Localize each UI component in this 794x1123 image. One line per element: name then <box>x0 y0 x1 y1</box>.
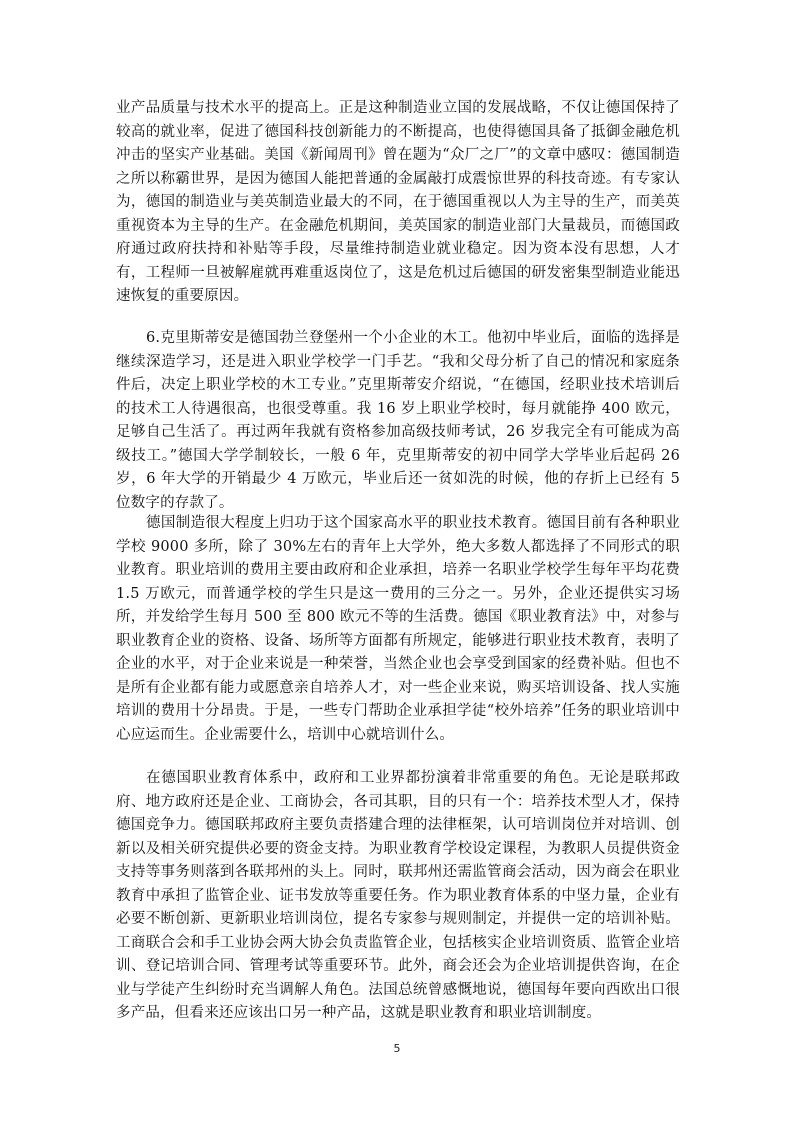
paragraph-3: 德国制造很大程度上归功于这个国家高水平的职业技术教育。德国目前有各种职业学校 9000 多所，除了 30%左右的青年上大学外，绝大多数人都选择了不同形式的职业教育。职业培训的费用主要由政府和企业承担，培养一名职业学校学生每年平均花费 1.5 万欧元，而普通学校的学生只是这一费用的三分之一。另外，企业还提供实习场所，并发给学生每月 500 至 800 欧元不等的生活费。德国《职业教育法》中，对参与职业教育企业的资格、设备、场所等方面都有所规定，能够进行职业技术教育，表明了企业的水平，对于企业来说是一种荣誉，当然企业也会享受到国家的经费补贴。但也不是所有企业都有能力或愿意亲自培养人才，对一些企业来说，购买培训设备、找人实施培训的费用十分昂贵。于是，一些专门帮助企业承担学徒“校外培养”任务的职业培训中心应运而生。企业需要什么，培训中心就培训什么。 <box>116 515 680 743</box>
page-number: 5 <box>393 1042 401 1055</box>
paragraph-4: 在德国职业教育体系中，政府和工业界都扮演着非常重要的角色。无论是联邦政府、地方政府还是企业、工商协会，各司其职，目的只有一个：培养技术型人才，保持德国竞争力。德国联邦政府主要负责搭建合理的法律框架，认可培训岗位并对培训、创新以及相关研究提供必要的资金支持。为职业教育学校设定课程，为教职人员提供资金支持等事务则落到各联邦州的头上。同时，联邦州还需监管商会活动，因为商会在职业教育中承担了监管企业、证书发放等重要任务。作为职业教育体系的中坚力量，企业有必要不断创新、更新职业培训岗位，提名专家参与规则制定，并提供一定的培训补贴。工商联合会和手工业协会两大协会负责监管企业，包括核实企业培训资质、监管企业培训、登记培训合同、管理考试等重要环节。此外，商会还会为企业培训提供咨询，在企业与学徒产生纠纷时充当调解人角色。法国总统曾感慨地说，德国每年要向西欧出口很多产品，但看来还应该出口另一种产品，这就是职业教育和职业培训制度。 <box>116 770 680 1021</box>
paragraph-1: 业产品质量与技术水平的提高上。正是这种制造业立国的发展战略，不仅让德国保持了较高的就业率，促进了德国科技创新能力的不断提高，也使得德国具备了抵御金融危机冲击的坚实产业基础。美国《新闻周刊》曾在题为“众厂之厂”的文章中感叹：德国制造之所以称霸世界，是因为德国人能把普通的金属敲打成震惊世界的科技奇迹。有专家认为，德国的制造业与美英制造业最大的不同，在于德国重视以人为主导的生产，而美英重视资本为主导的生产。在金融危机期间，美英国家的制造业部门大量裁员，而德国政府通过政府扶持和补贴等手段，尽量维持制造业就业稳定。因为资本没有思想，人才有，工程师一旦被解雇就再难重返岗位了，这是危机过后德国的研发密集型制造业能迅速恢复的重要原因。 <box>116 100 680 304</box>
paragraph-2: 6.克里斯蒂安是德国勃兰登堡州一个小企业的木工。他初中毕业后，面临的选择是继续深造学习，还是进入职业学校学一门手艺。“我和父母分析了自己的情况和家庭条件后，决定上职业学校的木工专业。”克里斯蒂安介绍说，“在德国，经职业技术培训后的技术工人待遇很高，也很受尊重。我 16 岁上职业学校时，每月就能挣 400 欧元，足够自己生活了。再过两年我就有资格参加高级技师考试，26 岁我完全有可能成为高级技工。”德国大学学制较长，一般 6 年，克里斯蒂安的初中同学大学毕业后起码 26 岁，6 年大学的开销最少 4 万欧元，毕业后还一贫如洗的时候，他的存折上已经有 5 位数字的存款了。 <box>116 330 680 511</box>
